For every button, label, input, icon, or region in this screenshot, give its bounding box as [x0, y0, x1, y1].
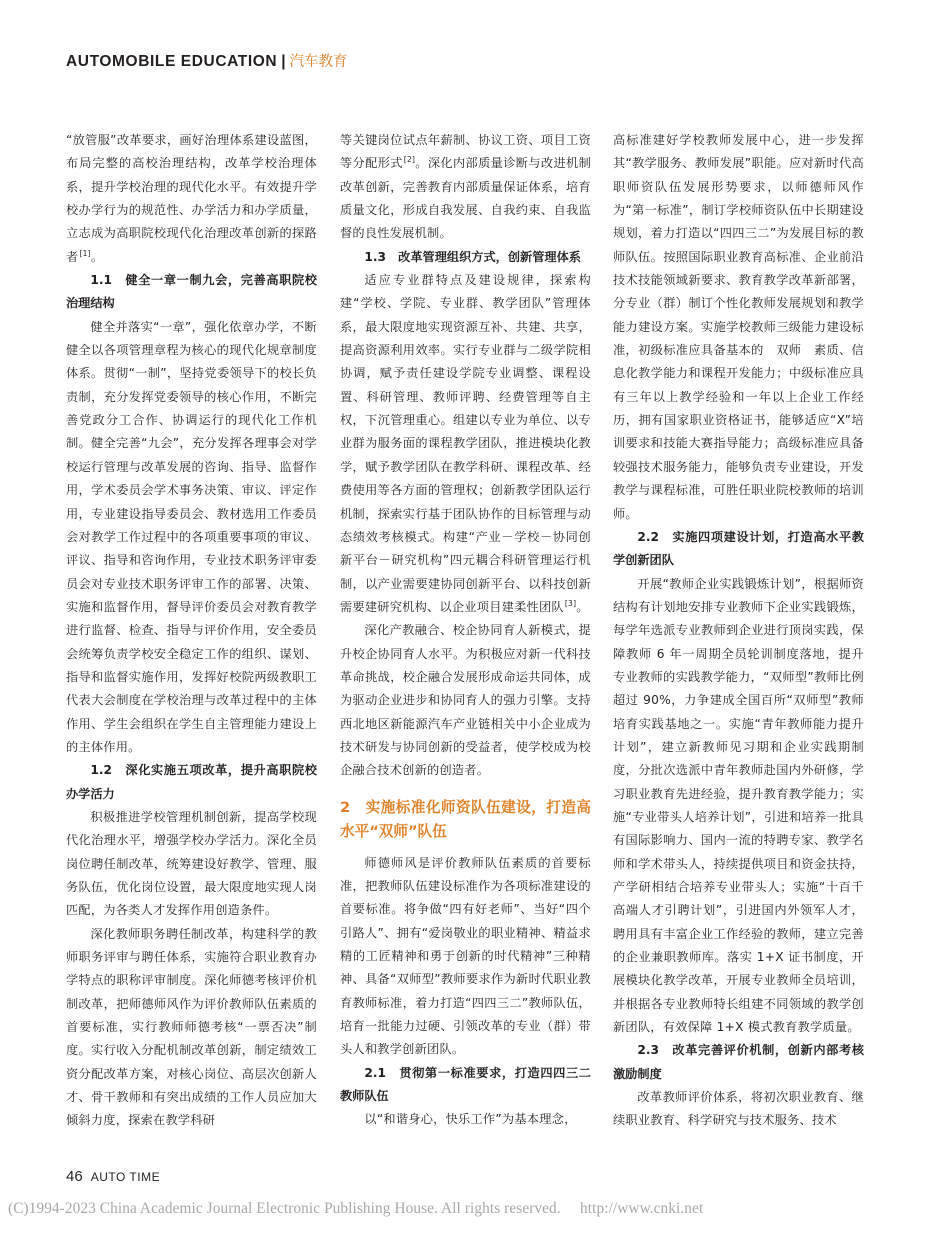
section-heading-2: 2 实施标准化师资队伍建设，打造高水平“双师”队伍 [340, 798, 591, 840]
paragraph: 适应专业群特点及建设规律，探索构建“学校、学院、专业群、教学团队”管理体系，最大限度地实现资源互补、共建、共享，提高资源利用效率。实行专业群与二级学院相协调，赋予责任建设学院专业调整、课程设置、科研管理、教师评聘、经费管理等自主权，下沉管理重心。组建以专业为单位、以专业群为服务面的课程教学团队，推进模块化教学，赋予教学团队在教学科研、课程改革、经费使用等各方面的管理权；创新教学团队运行机制，探索实行基于团队协作的目标管理与动态绩效考核模式。构建“产业－学校－协同创新平台－研究机构”四元耦合科研管理运行机制，以产业需要建协同创新平台、以科技创新需要建研究机构、以企业项目建柔性团队[3]。 [340, 273, 591, 614]
paragraph: 以“和谐身心，快乐工作”为基本理念， [364, 1112, 577, 1127]
paragraph: 积极推进学校管理机制创新，提高学校现代化治理水平，增强学校办学活力。深化全员岗位聘任制改革，统筹建设好教学、管理、服务队伍，优化岗位设置，最大限度地实现人岗匹配，为各类人才发挥作用创造条件。 [66, 809, 317, 918]
header-separator: | [281, 53, 286, 70]
column-middle [340, 129, 591, 1132]
journal-title-en: AUTOMOBILE EDUCATION [66, 53, 278, 70]
subsection-heading-2-2: 2.2 实施四项建设计划，打造高水平教学创新团队 [613, 529, 864, 568]
subsection-heading-1-3: 1.3 改革管理组织方式，创新管理体系 [364, 249, 581, 264]
subsection-heading-1-2: 1.2 深化实施五项改革，提升高职院校办学活力 [66, 763, 317, 801]
paragraph: 师德师风是评价教师队伍素质的首要标准，把教师队伍建设标准作为各项标准建设的首要标准。将争做“四有好老师”、当好“四个引路人”、拥有“爱岗敬业的职业精神、精益求精的工匠精神和勇于创新的时代精神”三种精神、具备“双师型”教师要求作为新时代职业教育教师标准，着力打造“四四三二”教师队伍，培育一批能力过硬、引领改革的专业（群）带头人和教学创新团队。 [340, 855, 591, 1057]
page-footer [66, 1166, 160, 1185]
journal-title-cn: 汽车教育 [289, 54, 348, 70]
copyright-notice: (C)1994-2023 China Academic Journal Electronic Publishing House. All rights reserved. http://www.cnki.net [8, 1200, 704, 1217]
running-header [66, 50, 348, 70]
magazine-name: AUTO TIME [90, 1170, 161, 1184]
citation-ref[interactable]: [3] [564, 598, 577, 608]
paragraph: 等关键岗位试点年薪制、协议工资、项目工资等分配形式[2]。深化内部质量诊断与改进机制改革创新，完善教育内部质量保证体系，培育质量文化，形成自我发展、自我约束、自我监督的良性发展机制。 [340, 133, 592, 241]
paragraph: 深化产教融合、校企协同育人新模式，提升校企协同育人水平。为积极应对新一代科技革命挑战，校企融合发展形成命运共同体，成为驱动企业进步和协同育人的强力引擎。支持西北地区新能源汽车产业链相关中小企业成为技术研发与协同创新的受益者，使学校成为校企融合技术创新的创造者。 [340, 623, 591, 778]
column-left [66, 129, 317, 1133]
paragraph: 开展“教师企业实践锻炼计划”，根据师资结构有计划地安排专业教师下企业实践锻炼，每学年选派专业教师到企业进行顶岗实践，保障教师 6 年一周期全员轮训制度落地，提升专业教师的实践教学能力，“双师型”教师比例超过 90%，力争建成全国百所“双师型”教师培育实践基地之一。实施“青年教师能力提升计划”，建立新教师见习期和企业实践期制度，分批次选派中青年教师赴国内外研修，学习职业教育先进经验，提升教育教学能力；实施“专业带头人培养计划”，引进和培养一批具有国际影响力、国内一流的特聘专家、教学名师和学术带头人，持续提供项目和资金扶持，产学研相结合培养专业带头人；实施“十百千高端人才引聘计划”，引进国内外领军人才，聘用具有丰富企业工作经验的教师，建立完善的企业兼职教师库。落实 1+X 证书制度，开展模块化教学改革，开展专业教师全员培训，并根据各专业教师特长组建不同领域的教学创新团队，有效保障 1+X 模式教育教学质量。 [613, 576, 864, 1035]
page-number: 46 [66, 1168, 83, 1185]
subsection-heading-1-1: 1.1 健全一章一制九会，完善高职院校治理结构 [66, 273, 317, 311]
paragraph: “放管服”改革要求，画好治理体系建设蓝图，布局完整的高校治理结构，改革学校治理体系，提升学校治理的现代化水平。有效提升学校办学行为的规范性、办学活力和办学质量，立志成为高职院校现代化治理改革创新的探路者[1]。 [66, 133, 317, 264]
column-right [613, 129, 864, 1133]
paragraph: 深化教师职务聘任制改革，构建科学的教师职务评审与聘任体系，实施符合职业教育办学特点的职称评审制度。深化师德考核评价机制改革，把师德师风作为评价教师队伍素质的首要标准，实行教师师德考核“一票否决”制度。实行收入分配机制改革创新，制定绩效工资分配改革方案，对核心岗位、高层次创新人才、骨干教师和有突出成绩的工作人员应加大倾斜力度，探索在教学科研 [66, 926, 317, 1128]
paragraph: 高标准建好学校教师发展中心，进一步发挥其“教学服务、教师发展”职能。应对新时代高职师资队伍发展形势要求，以师德师风作为“第一标准”，制订学校师资队伍中长期建设规划，着力打造以“四四三二”为发展目标的教师队伍。按照国际职业教育高标准、企业前沿技术技能领域新要求、教育教学改革新部署，分专业（群）制订个性化教师发展规划和教学能力建设方案。实施学校教师三级能力建设标准，初级标准应具备基本的 双师 素质、信息化教学能力和课程开发能力；中级标准应具有三年以上教学经验和一年以上企业工作经历，拥有国家职业资格证书，能够适应“X”培训要求和技能大赛指导能力；高级标准应具备较强技术服务能力，能够负责专业建设，开发教学与课程标准，可胜任职业院校教师的培训师。 [613, 133, 864, 521]
citation-ref[interactable]: [2] [403, 155, 416, 165]
citation-ref[interactable]: [1] [79, 248, 91, 258]
paragraph: 改革教师评价体系，将初次职业教育、继续职业教育、科学研究与技术服务、技术 [613, 1090, 864, 1128]
subsection-heading-2-3: 2.3 改革完善评价机制，创新内部考核激励制度 [613, 1043, 864, 1081]
subsection-heading-2-1: 2.1 贯彻第一标准要求，打造四四三二教师队伍 [340, 1065, 591, 1104]
paragraph: 健全并落实“一章”，强化依章办学，不断健全以各项管理章程为核心的现代化规章制度体系。贯彻“一制”，坚持党委领导下的校长负责制，充分发挥党委领导的核心作用，不断完善党政分工合作、协调运行的现代化工作机制。健全完善“九会”，充分发挥各理事会对学校运行管理与改革发展的咨询、指导、监督作用，学术委员会学术事务决策、审议、评定作用，专业建设指导委员会、教材选用工作委员会对教学工作过程中的各项重要事项的审议、评议、指导和咨询作用，专业技术职务评审委员会对专业技术职务评审工作的部署、决策、实施和监督作用，督导评价委员会对教育教学进行监督、检查、指导与评价作用，安全委员会统筹负责学校安全稳定工作的组织、谋划、指导和监督实施作用，发挥好校院两级教职工代表大会制度在学校治理与改革过程中的主体作用、学生会组织在学生自主管理能力建设上的主体作用。 [66, 319, 317, 754]
